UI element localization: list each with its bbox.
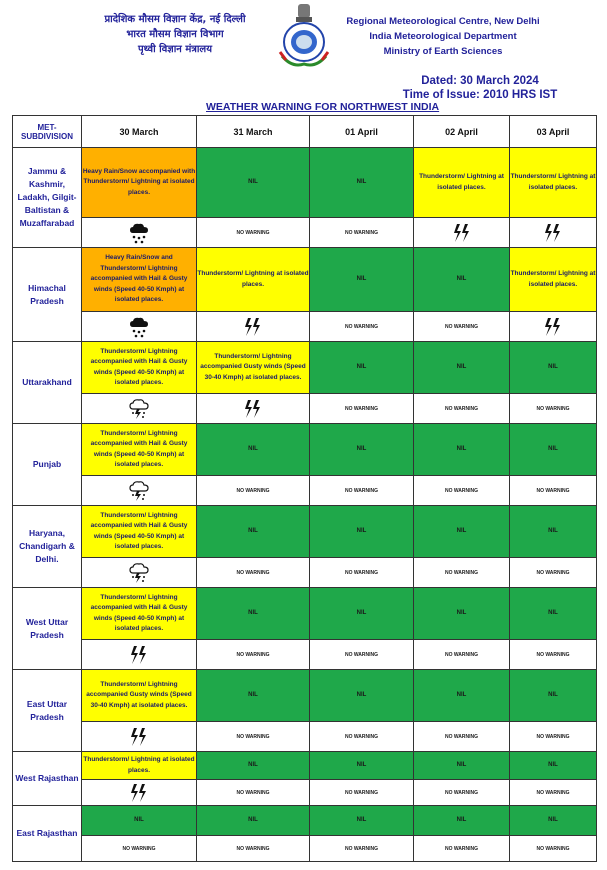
warning-cell	[510, 588, 597, 640]
warning-cell	[82, 248, 197, 312]
warning-cell	[310, 424, 414, 476]
day-header: 01 April	[310, 116, 414, 148]
subdivision-name: Himachal Pradesh	[13, 248, 82, 342]
warning-text: NIL	[356, 364, 367, 371]
no-warning-label: NO WARNING	[82, 836, 197, 862]
warning-text: NIL	[248, 610, 258, 617]
warning-table	[12, 115, 597, 862]
warning-cell	[82, 806, 197, 836]
warning-text: NIL	[248, 179, 258, 186]
warning-cell	[197, 506, 310, 558]
warning-cell	[510, 248, 597, 312]
warning-text: NIL	[456, 817, 467, 824]
warning-cell	[82, 148, 197, 218]
warning-cell	[310, 506, 414, 558]
warning-text: NIL	[248, 817, 258, 824]
warning-text: NIL	[356, 446, 367, 453]
warning-cell	[197, 424, 310, 476]
hindi-line: पृथ्वी विज्ञान मंत्रालय	[137, 44, 213, 55]
warning-cell	[310, 588, 414, 640]
english-header	[318, 14, 568, 59]
subdivision-name: Jammu & Kashmir, Ladakh, Gilgit-Baltistan & Muzaffarabad	[13, 148, 82, 248]
warning-cell	[414, 670, 510, 722]
hindi-line: भारत मौसम विज्ञान विभाग	[126, 29, 224, 40]
warning-cell	[197, 588, 310, 640]
warning-text: NIL	[456, 610, 467, 617]
table-row	[13, 752, 597, 780]
subdivision-name: Punjab	[13, 424, 82, 506]
issue-info	[380, 74, 580, 102]
warning-cell	[82, 752, 197, 780]
warning-text: Thunderstorm/ Lightning accompanied with Hail & Gusty winds (Speed 40-50 Kmph) at isolated places.	[90, 347, 188, 386]
warning-text: NIL	[548, 446, 558, 453]
no-warning-label: NO WARNING	[310, 780, 414, 806]
warning-text: NIL	[456, 528, 467, 535]
lightning-icon	[414, 218, 510, 248]
warning-cell	[510, 806, 597, 836]
warning-cell	[197, 752, 310, 780]
no-warning-label: NO WARNING	[310, 312, 414, 342]
warning-text: NIL	[456, 446, 467, 453]
warning-text: NIL	[356, 762, 367, 769]
warning-cell	[82, 506, 197, 558]
warning-cell	[197, 342, 310, 394]
no-warning-label: NO WARNING	[414, 780, 510, 806]
warning-text: Thunderstorm/ Lightning at isolated places.	[510, 173, 596, 191]
icon-row	[13, 780, 597, 806]
no-warning-label: NO WARNING	[510, 476, 597, 506]
subdivision-header: MET-SUBDIVISION	[13, 116, 82, 148]
icon-row	[13, 558, 597, 588]
table-row	[13, 588, 597, 640]
english-line: Ministry of Earth Sciences	[383, 46, 503, 57]
no-warning-label: NO WARNING	[197, 722, 310, 752]
no-warning-label: NO WARNING	[414, 640, 510, 670]
lightning-icon	[82, 640, 197, 670]
no-warning-label: NO WARNING	[310, 558, 414, 588]
warning-text: Thunderstorm/ Lightning at isolated places.	[419, 173, 504, 191]
warning-text: NIL	[548, 762, 558, 769]
no-warning-label: NO WARNING	[310, 476, 414, 506]
no-warning-label: NO WARNING	[510, 640, 597, 670]
table-row	[13, 342, 597, 394]
icon-row	[13, 476, 597, 506]
subdivision-name: West Uttar Pradesh	[13, 588, 82, 670]
icon-row	[13, 218, 597, 248]
day-header: 31 March	[197, 116, 310, 148]
warning-text: Thunderstorm/ Lightning at isolated places.	[197, 270, 309, 288]
day-header: 02 April	[414, 116, 510, 148]
lightning-icon	[197, 312, 310, 342]
subdivision-name: East Uttar Pradesh	[13, 670, 82, 752]
no-warning-label: NO WARNING	[414, 722, 510, 752]
warning-text: Thunderstorm/ Lightning accompanied Gusty winds (Speed 30-40 Kmph) at isolated places.	[86, 680, 192, 709]
table-row	[13, 670, 597, 722]
lightning-icon	[82, 722, 197, 752]
icon-row	[13, 640, 597, 670]
warning-text: NIL	[248, 762, 258, 769]
warning-text: NIL	[356, 528, 367, 535]
no-warning-label: NO WARNING	[414, 836, 510, 862]
warning-text: NIL	[548, 817, 558, 824]
hindi-header	[60, 12, 290, 57]
warning-text: NIL	[548, 364, 558, 371]
warning-cell	[82, 424, 197, 476]
warning-cell	[414, 148, 510, 218]
lightning-icon	[82, 780, 197, 806]
table-row	[13, 506, 597, 558]
warning-text: NIL	[134, 817, 144, 824]
warning-text: NIL	[356, 610, 367, 617]
warning-text: NIL	[248, 446, 258, 453]
warning-text: NIL	[456, 364, 467, 371]
warning-cell	[510, 342, 597, 394]
no-warning-label: NO WARNING	[510, 394, 597, 424]
table-row	[13, 248, 597, 312]
icon-row	[13, 394, 597, 424]
page-title: WEATHER WARNING FOR NORTHWEST INDIA	[206, 101, 440, 113]
time-of-issue-text: Time of Issue: 2010 HRS IST	[402, 89, 558, 101]
no-warning-label: NO WARNING	[197, 558, 310, 588]
warning-cell	[197, 806, 310, 836]
warning-cell	[414, 248, 510, 312]
warning-text: Thunderstorm/ Lightning at isolated places.	[510, 270, 596, 288]
warning-cell	[82, 342, 197, 394]
hail-storm-icon	[82, 476, 197, 506]
subdivision-name: Uttarakhand	[13, 342, 82, 424]
subdivision-name: West Rajasthan	[13, 752, 82, 806]
warning-text: Thunderstorm/ Lightning accompanied with Hail & Gusty winds (Speed 40-50 Kmph) at isolated places.	[90, 429, 188, 468]
no-warning-label: NO WARNING	[414, 312, 510, 342]
warning-text: Thunderstorm/ Lightning accompanied with Hail & Gusty winds (Speed 40-50 Kmph) at isolated places.	[90, 511, 188, 550]
warning-text: NIL	[548, 528, 558, 535]
lightning-icon	[510, 312, 597, 342]
day-header: 03 April	[510, 116, 597, 148]
warning-cell	[310, 148, 414, 218]
no-warning-label: NO WARNING	[414, 394, 510, 424]
warning-text: NIL	[456, 692, 467, 699]
warning-text: Thunderstorm/ Lightning accompanied Gusty winds (Speed 30-40 Kmph) at isolated places.	[200, 352, 306, 381]
table-row	[13, 424, 597, 476]
lightning-icon	[510, 218, 597, 248]
warning-text: NIL	[248, 692, 258, 699]
warning-cell	[414, 342, 510, 394]
warning-text: Heavy Rain/Snow accompanied with Thunderstorm/ Lightning at isolated places.	[82, 167, 196, 196]
english-line: Regional Meteorological Centre, New Delhi	[346, 16, 540, 27]
warning-text: NIL	[248, 528, 258, 535]
no-warning-label: NO WARNING	[197, 836, 310, 862]
warning-cell	[310, 752, 414, 780]
warning-cell	[510, 148, 597, 218]
warning-cell	[414, 588, 510, 640]
no-warning-label: NO WARNING	[310, 640, 414, 670]
no-warning-label: NO WARNING	[197, 218, 310, 248]
no-warning-label: NO WARNING	[310, 836, 414, 862]
warning-cell	[197, 148, 310, 218]
warning-text: Thunderstorm/ Lightning accompanied with Hail & Gusty winds (Speed 40-50 Kmph) at isolated places.	[90, 593, 188, 632]
no-warning-label: NO WARNING	[197, 780, 310, 806]
hindi-line: प्रादेशिक मौसम विज्ञान केंद्र, नई दिल्ली	[104, 14, 246, 25]
warning-cell	[510, 506, 597, 558]
warning-cell	[414, 752, 510, 780]
warning-text: NIL	[356, 692, 367, 699]
warning-cell	[197, 670, 310, 722]
subdivision-name: East Rajasthan	[13, 806, 82, 862]
rain-snow-icon	[82, 312, 197, 342]
icon-row	[13, 312, 597, 342]
warning-text: NIL	[548, 610, 558, 617]
hail-storm-icon	[82, 558, 197, 588]
icon-row	[13, 722, 597, 752]
warning-cell	[414, 506, 510, 558]
warning-text: NIL	[456, 276, 467, 283]
warning-cell	[82, 670, 197, 722]
warning-cell	[414, 806, 510, 836]
no-warning-label: NO WARNING	[510, 780, 597, 806]
rain-snow-icon	[82, 218, 197, 248]
warning-cell	[510, 670, 597, 722]
no-warning-label: NO WARNING	[197, 640, 310, 670]
no-warning-label: NO WARNING	[310, 218, 414, 248]
no-warning-label: NO WARNING	[510, 836, 597, 862]
warning-text: NIL	[356, 179, 367, 186]
warning-text: Heavy Rain/Snow and Thunderstorm/ Lightning accompanied with Hail & Gusty winds (Speed 40-50 Kmph) at isolated places.	[90, 254, 188, 304]
no-warning-label: NO WARNING	[510, 558, 597, 588]
warning-text: NIL	[548, 692, 558, 699]
warning-text: NIL	[356, 817, 367, 824]
warning-cell	[197, 248, 310, 312]
no-warning-label: NO WARNING	[414, 558, 510, 588]
no-warning-label: NO WARNING	[310, 394, 414, 424]
table-row	[13, 148, 597, 218]
no-warning-label: NO WARNING	[197, 476, 310, 506]
lightning-icon	[197, 394, 310, 424]
warning-cell	[310, 248, 414, 312]
warning-text: Thunderstorm/ Lightning at isolated places.	[83, 756, 195, 774]
english-line: India Meteorological Department	[369, 31, 517, 42]
table-row	[13, 806, 597, 836]
warning-text: NIL	[456, 762, 467, 769]
dated-text: Dated: 30 March 2024	[421, 75, 539, 87]
day-header: 30 March	[82, 116, 197, 148]
no-warning-label: NO WARNING	[510, 722, 597, 752]
warning-text: NIL	[356, 276, 367, 283]
warning-cell	[82, 588, 197, 640]
warning-cell	[510, 752, 597, 780]
warning-cell	[310, 806, 414, 836]
no-warning-label: NO WARNING	[414, 476, 510, 506]
warning-cell	[510, 424, 597, 476]
warning-cell	[310, 342, 414, 394]
no-warning-label: NO WARNING	[310, 722, 414, 752]
table-header-row	[13, 116, 597, 148]
hail-storm-icon	[82, 394, 197, 424]
subdivision-name: Haryana, Chandigarh & Delhi.	[13, 506, 82, 588]
warning-cell	[310, 670, 414, 722]
icon-row	[13, 836, 597, 862]
warning-cell	[414, 424, 510, 476]
